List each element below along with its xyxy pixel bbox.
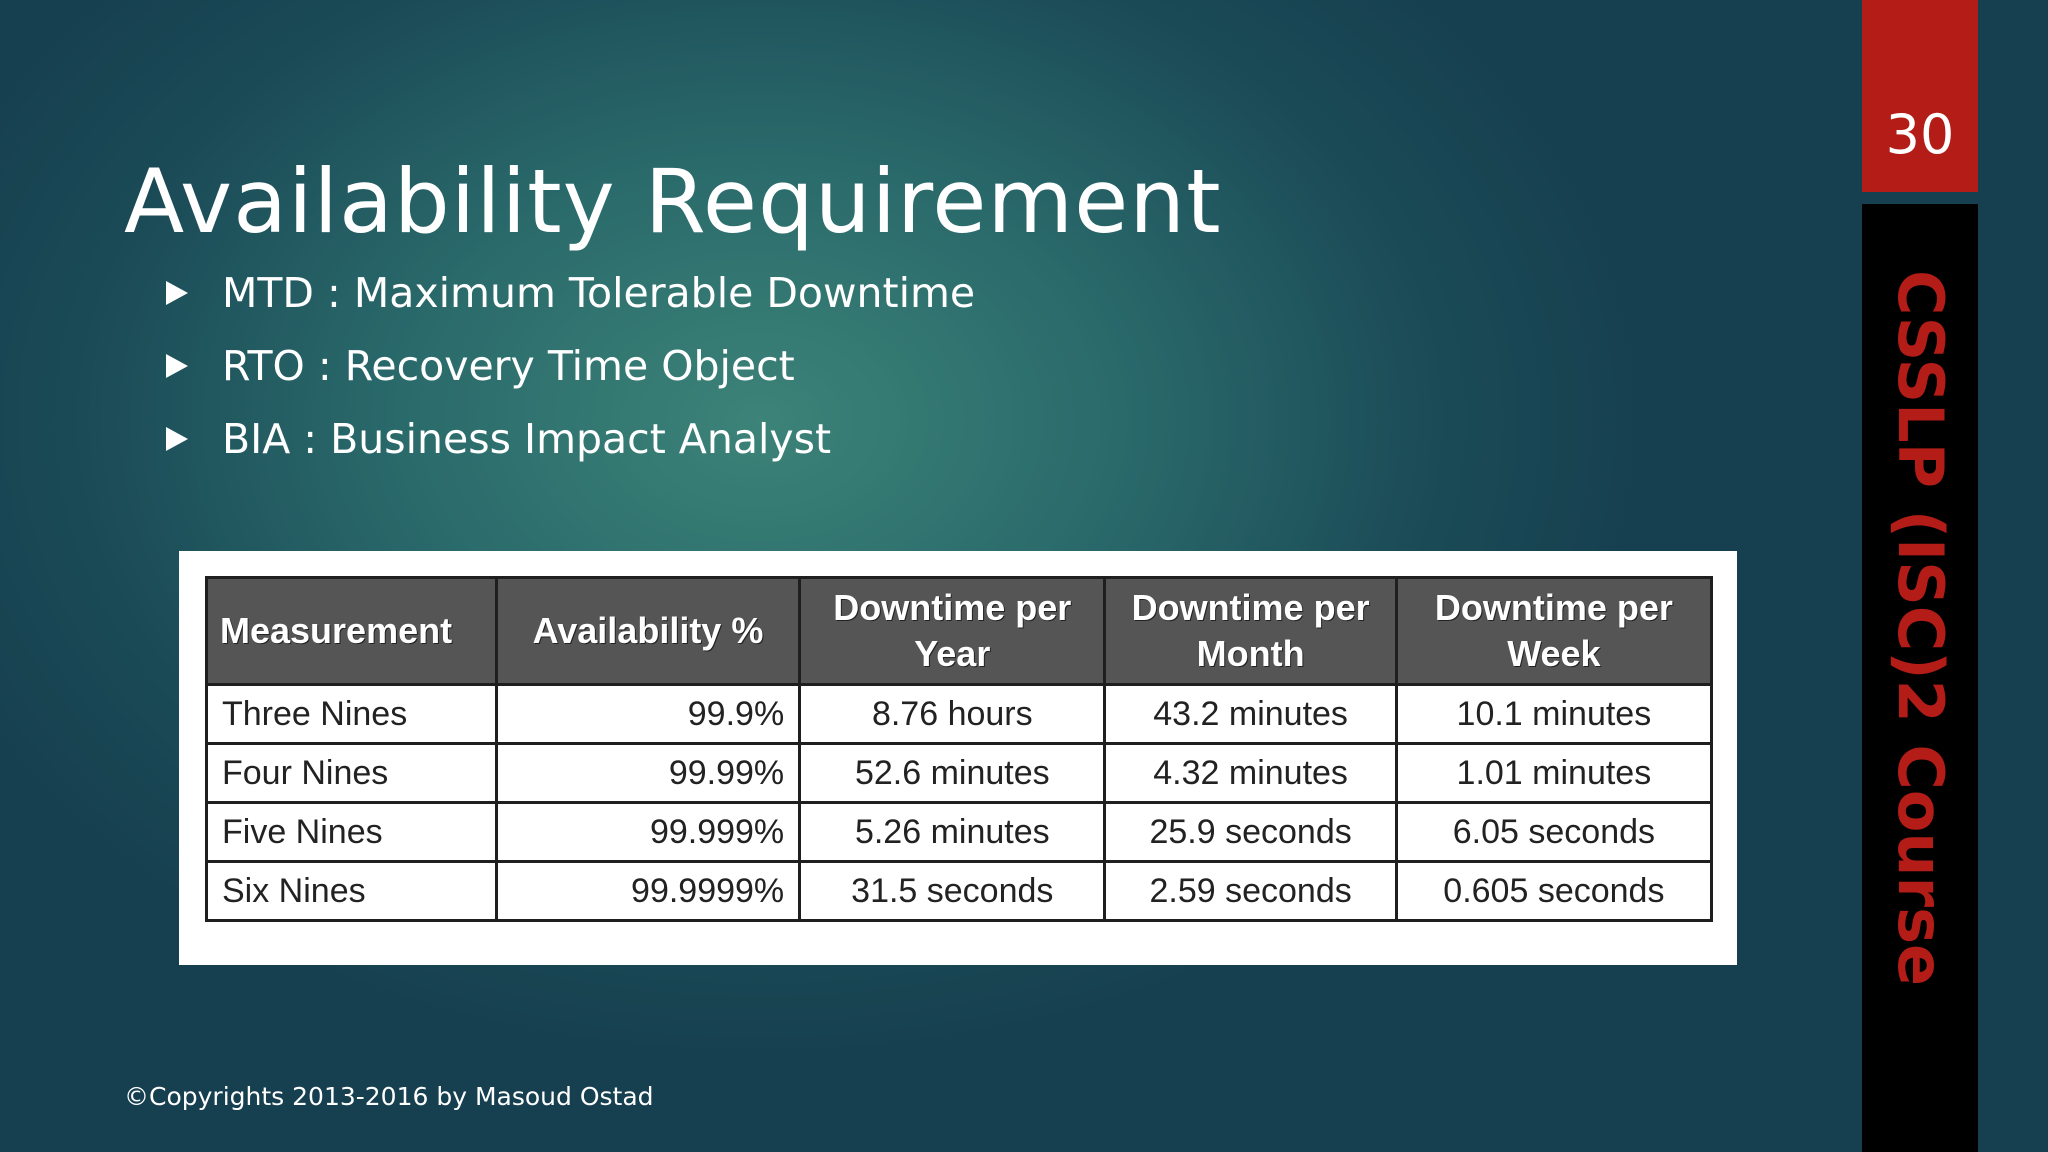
copyright-footer: ©Copyrights 2013-2016 by Masoud Ostad: [124, 1082, 654, 1111]
cell-downtime-year: 52.6 minutes: [800, 744, 1105, 803]
bullet-item-rto: [164, 329, 975, 402]
course-label: CSSLP (ISC)2 Course: [1884, 270, 1957, 987]
bullet-text: RTO : Recovery Time Object: [222, 341, 795, 390]
cell-downtime-week: 6.05 seconds: [1396, 803, 1711, 862]
table-row: [207, 685, 1712, 744]
triangle-bullet-icon: [166, 354, 188, 378]
page-number-badge: [1862, 0, 1978, 192]
table-row: [207, 862, 1712, 921]
header-downtime-month: Downtime per Month: [1105, 578, 1396, 685]
bullet-item-mtd: [164, 256, 975, 329]
table-row: [207, 803, 1712, 862]
cell-downtime-month: 25.9 seconds: [1105, 803, 1396, 862]
bullet-item-bia: [164, 402, 975, 475]
availability-table: [205, 576, 1713, 922]
table-row: [207, 744, 1712, 803]
cell-availability: 99.99%: [496, 744, 799, 803]
header-downtime-year: Downtime per Year: [800, 578, 1105, 685]
availability-table-panel: [179, 551, 1737, 965]
cell-measurement: Six Nines: [207, 862, 497, 921]
cell-availability: 99.9%: [496, 685, 799, 744]
cell-downtime-week: 0.605 seconds: [1396, 862, 1711, 921]
cell-downtime-week: 10.1 minutes: [1396, 685, 1711, 744]
bullet-text: MTD : Maximum Tolerable Downtime: [222, 268, 976, 317]
header-downtime-week: Downtime per Week: [1396, 578, 1711, 685]
cell-downtime-month: 43.2 minutes: [1105, 685, 1396, 744]
triangle-bullet-icon: [166, 281, 188, 305]
page-number: 30: [1885, 103, 1955, 166]
cell-downtime-year: 8.76 hours: [800, 685, 1105, 744]
bullet-text: BIA : Business Impact Analyst: [222, 414, 832, 463]
cell-downtime-year: 5.26 minutes: [800, 803, 1105, 862]
triangle-bullet-icon: [166, 427, 188, 451]
cell-availability: 99.999%: [496, 803, 799, 862]
cell-measurement: Four Nines: [207, 744, 497, 803]
cell-downtime-week: 1.01 minutes: [1396, 744, 1711, 803]
table-header-row: [207, 578, 1712, 685]
slide-title: Availability Requirement: [124, 149, 1222, 253]
cell-availability: 99.9999%: [496, 862, 799, 921]
header-measurement: Measurement: [207, 578, 497, 685]
header-availability: Availability %: [496, 578, 799, 685]
cell-measurement: Three Nines: [207, 685, 497, 744]
cell-downtime-month: 2.59 seconds: [1105, 862, 1396, 921]
cell-measurement: Five Nines: [207, 803, 497, 862]
bullet-list: [164, 256, 975, 475]
cell-downtime-month: 4.32 minutes: [1105, 744, 1396, 803]
cell-downtime-year: 31.5 seconds: [800, 862, 1105, 921]
